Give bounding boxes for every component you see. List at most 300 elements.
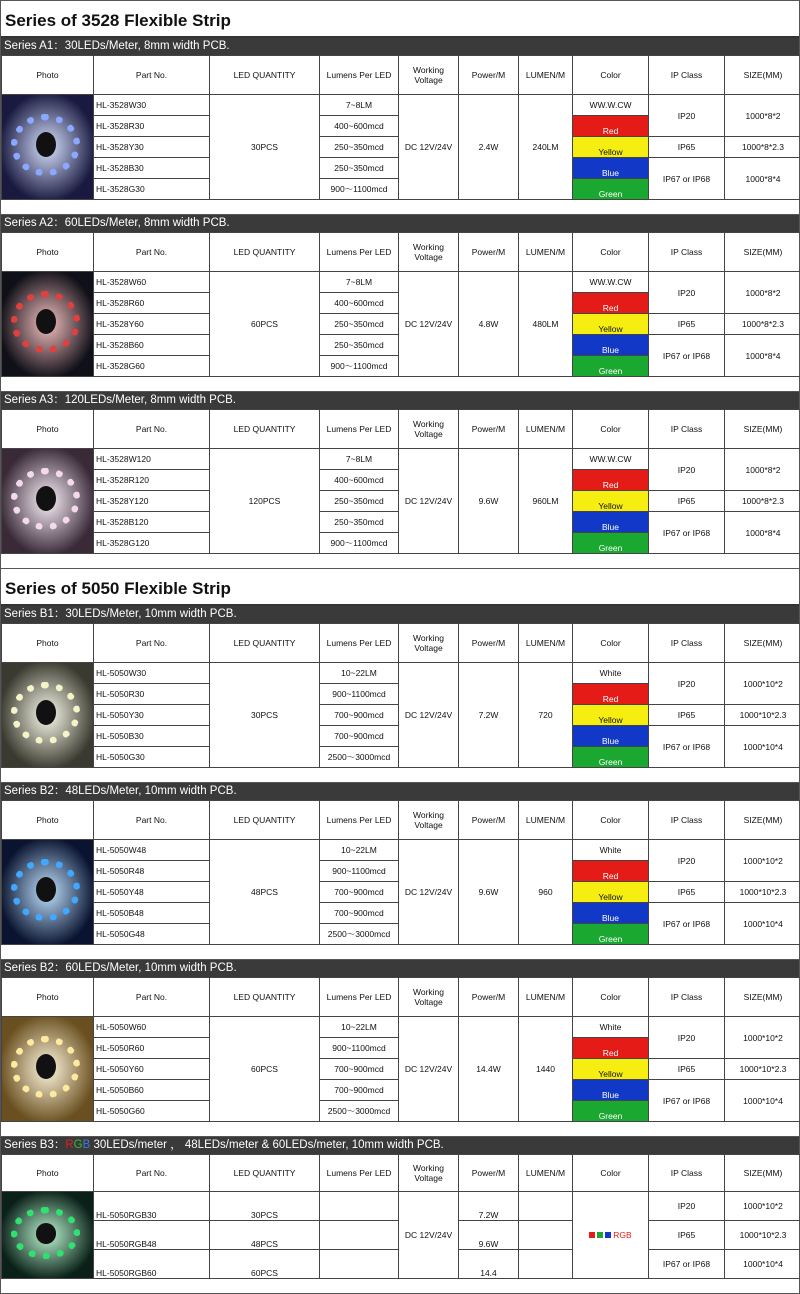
lumens-per-led: 900~1100mcd [320, 1038, 399, 1059]
color-swatch-yellow: Yellow [573, 705, 649, 726]
lumens-per-led: 700~900mcd [320, 1059, 399, 1080]
table-row [2, 840, 800, 861]
column-header: LED QUANTITY [210, 801, 320, 840]
lumens-per-led: 900~1100mcd [320, 861, 399, 882]
lumens-per-led: 400~600mcd [320, 293, 399, 314]
series-label: Series A2：60LEDs/Meter, 8mm width PCB. [1, 215, 799, 232]
color-swatch-blue: Blue [573, 726, 649, 747]
column-header: Part No. [94, 410, 210, 449]
size-mm: 1000*10*2.3 [725, 882, 800, 903]
column-header: Part No. [94, 978, 210, 1017]
part-number: HL-3528W30 [94, 95, 210, 116]
column-header: Working Voltage [399, 1155, 459, 1192]
color-swatch-yellow: Yellow [573, 137, 649, 158]
column-header: Color [573, 624, 649, 663]
size-mm: 1000*10*2 [725, 840, 800, 882]
size-mm: 1000*10*2 [725, 663, 800, 705]
column-header: Part No. [94, 56, 210, 95]
part-number: HL-5050W30 [94, 663, 210, 684]
size-mm: 1000*10*2 [725, 1017, 800, 1059]
ip-class: IP20 [649, 449, 725, 491]
column-header: Working Voltage [399, 801, 459, 840]
size-mm: 1000*10*4 [725, 1250, 800, 1279]
part-number: HL-5050B30 [94, 726, 210, 747]
part-number: HL-5050RGB48 [94, 1221, 210, 1250]
column-header: Working Voltage [399, 410, 459, 449]
spec-table [1, 977, 800, 1122]
lumens-per-led: 10~22LM [320, 840, 399, 861]
column-header: Photo [2, 410, 94, 449]
column-header: Lumens Per LED [320, 801, 399, 840]
part-number: HL-5050Y60 [94, 1059, 210, 1080]
reel-hub [36, 486, 56, 511]
column-header: Color [573, 1155, 649, 1192]
section-spacer [1, 945, 799, 960]
column-header: Power/M [459, 410, 519, 449]
ip-class: IP67 or IP68 [649, 1250, 725, 1279]
series-label-text: 30LEDs/meter ， 48LEDs/meter & 60LEDs/meter, 10mm width PCB. [90, 1139, 443, 1151]
lumen-per-meter [519, 1192, 573, 1221]
column-header: Lumens Per LED [320, 56, 399, 95]
column-header: LED QUANTITY [210, 56, 320, 95]
lumen-per-meter: 480LM [519, 272, 573, 377]
photo-cell [2, 840, 94, 945]
color-swatch-red: Red [573, 470, 649, 491]
led-quantity: 60PCS [210, 1250, 320, 1279]
part-number: HL-5050Y30 [94, 705, 210, 726]
column-header: Working Voltage [399, 624, 459, 663]
lumens-per-led: 250~350mcd [320, 137, 399, 158]
power-per-meter: 9.6W [459, 1221, 519, 1250]
part-number: HL-3528G120 [94, 533, 210, 554]
column-header: IP Class [649, 978, 725, 1017]
column-header: LUMEN/M [519, 410, 573, 449]
size-mm: 1000*8*2 [725, 272, 800, 314]
ip-class: IP65 [649, 491, 725, 512]
led-quantity: 48PCS [210, 1221, 320, 1250]
part-number: HL-5050R60 [94, 1038, 210, 1059]
color-swatch-red: Red [573, 1038, 649, 1059]
size-mm: 1000*8*2.3 [725, 491, 800, 512]
series-label: Series A3：120LEDs/Meter, 8mm width PCB. [1, 392, 799, 409]
lumens-per-led [320, 1221, 399, 1250]
column-header: IP Class [649, 410, 725, 449]
size-mm: 1000*8*2 [725, 449, 800, 491]
part-number: HL-3528W120 [94, 449, 210, 470]
led-quantity: 120PCS [210, 449, 320, 554]
series-label [1, 1137, 799, 1154]
column-header: SIZE(MM) [725, 56, 800, 95]
part-number: HL-5050B48 [94, 903, 210, 924]
column-header: LED QUANTITY [210, 1155, 320, 1192]
column-header: Part No. [94, 233, 210, 272]
section-spacer [1, 768, 799, 783]
section-spacer [1, 1122, 799, 1137]
lumens-per-led: 2500～3000mcd [320, 1101, 399, 1122]
column-header: Photo [2, 1155, 94, 1192]
size-mm: 1000*10*2.3 [725, 1059, 800, 1080]
color-swatch-blue: Blue [573, 335, 649, 356]
power-per-meter: 9.6W [459, 449, 519, 554]
lumens-per-led [320, 1192, 399, 1221]
spec-table [1, 623, 800, 768]
column-header: SIZE(MM) [725, 1155, 800, 1192]
ip-class: IP20 [649, 1017, 725, 1059]
product-photo [2, 1017, 93, 1121]
column-header: Power/M [459, 56, 519, 95]
lumens-per-led: 700~900mcd [320, 705, 399, 726]
part-number: HL-5050RGB30 [94, 1192, 210, 1221]
lumens-per-led: 250~350mcd [320, 512, 399, 533]
series-label: Series A1：30LEDs/Meter, 8mm width PCB. [1, 38, 799, 55]
part-number: HL-5050W48 [94, 840, 210, 861]
size-mm: 1000*10*4 [725, 903, 800, 945]
color-swatch-blue: Blue [573, 903, 649, 924]
product-photo [2, 1192, 93, 1278]
led-quantity: 48PCS [210, 840, 320, 945]
power-per-meter: 14.4 [459, 1250, 519, 1279]
rgb-letter-g: G [74, 1139, 83, 1151]
column-header: Color [573, 410, 649, 449]
part-number: HL-3528W60 [94, 272, 210, 293]
product-photo [2, 449, 93, 553]
spec-table [1, 55, 800, 200]
column-header: Working Voltage [399, 978, 459, 1017]
photo-cell [2, 1017, 94, 1122]
color-swatch-blue: Blue [573, 1080, 649, 1101]
color-swatch-cw: White [573, 1017, 649, 1038]
lumens-per-led: 400~600mcd [320, 470, 399, 491]
lumens-per-led: 900～1100mcd [320, 356, 399, 377]
lumens-per-led: 2500～3000mcd [320, 747, 399, 768]
color-swatch-cw: WW.W.CW [573, 272, 649, 293]
column-header: Lumens Per LED [320, 410, 399, 449]
part-number: HL-5050Y48 [94, 882, 210, 903]
lumen-per-meter [519, 1250, 573, 1279]
table-row [2, 272, 800, 293]
header-row [2, 1155, 800, 1192]
power-per-meter: 9.6W [459, 840, 519, 945]
working-voltage: DC 12V/24V [399, 449, 459, 554]
part-number: HL-5050R30 [94, 684, 210, 705]
lumens-per-led: 250~350mcd [320, 158, 399, 179]
part-number: HL-5050G60 [94, 1101, 210, 1122]
part-number: HL-5050W60 [94, 1017, 210, 1038]
column-header: Lumens Per LED [320, 978, 399, 1017]
ip-class: IP67 or IP68 [649, 726, 725, 768]
ip-class: IP20 [649, 663, 725, 705]
column-header: Power/M [459, 624, 519, 663]
series-title: Series of 3528 Flexible Strip [1, 1, 799, 38]
lumens-per-led: 7~8LM [320, 449, 399, 470]
section-spacer [1, 554, 799, 569]
product-photo [2, 840, 93, 944]
color-swatch-red: Red [573, 861, 649, 882]
color-cell [573, 1192, 649, 1279]
reel-hub [36, 309, 56, 334]
color-swatch-green: Green [573, 747, 649, 768]
section-spacer [1, 1279, 799, 1294]
lumen-per-meter: 960LM [519, 449, 573, 554]
color-swatch-red: Red [573, 684, 649, 705]
lumen-per-meter: 1440 [519, 1017, 573, 1122]
working-voltage: DC 12V/24V [399, 663, 459, 768]
column-header: SIZE(MM) [725, 233, 800, 272]
section-spacer [1, 200, 799, 215]
column-header: Color [573, 56, 649, 95]
table-row [2, 663, 800, 684]
column-header: IP Class [649, 1155, 725, 1192]
column-header: LED QUANTITY [210, 978, 320, 1017]
power-per-meter: 4.8W [459, 272, 519, 377]
photo-cell [2, 272, 94, 377]
column-header: LED QUANTITY [210, 410, 320, 449]
ip-class: IP20 [649, 95, 725, 137]
lumens-per-led: 250~350mcd [320, 491, 399, 512]
column-header: Photo [2, 56, 94, 95]
series-label-prefix: Series B3： [4, 1139, 65, 1151]
reel-hub [36, 132, 56, 157]
ip-class: IP67 or IP68 [649, 335, 725, 377]
header-row [2, 233, 800, 272]
part-number: HL-5050B60 [94, 1080, 210, 1101]
lumens-per-led: 10~22LM [320, 1017, 399, 1038]
power-per-meter: 7.2W [459, 663, 519, 768]
series-label: Series B2：48LEDs/Meter, 10mm width PCB. [1, 783, 799, 800]
lumens-per-led: 700~900mcd [320, 882, 399, 903]
product-photo [2, 272, 93, 376]
lumens-per-led: 7~8LM [320, 95, 399, 116]
column-header: Part No. [94, 1155, 210, 1192]
column-header: LUMEN/M [519, 801, 573, 840]
part-number: HL-3528Y60 [94, 314, 210, 335]
photo-cell [2, 449, 94, 554]
led-quantity: 30PCS [210, 1192, 320, 1221]
lumens-per-led: 900～1100mcd [320, 179, 399, 200]
ip-class: IP20 [649, 272, 725, 314]
size-mm: 1000*8*2.3 [725, 314, 800, 335]
product-photo [2, 663, 93, 767]
color-swatch-blue: Blue [573, 512, 649, 533]
working-voltage: DC 12V/24V [399, 95, 459, 200]
column-header: LUMEN/M [519, 978, 573, 1017]
part-number: HL-3528R30 [94, 116, 210, 137]
color-swatch-cw: White [573, 663, 649, 684]
column-header: SIZE(MM) [725, 410, 800, 449]
rgb-letter-b: B [83, 1139, 91, 1151]
table-row [2, 1017, 800, 1038]
series-label: Series B1：30LEDs/Meter, 10mm width PCB. [1, 606, 799, 623]
lumens-per-led: 10~22LM [320, 663, 399, 684]
column-header: Working Voltage [399, 56, 459, 95]
color-swatch-yellow: Yellow [573, 1059, 649, 1080]
lumens-per-led: 2500～3000mcd [320, 924, 399, 945]
rgb-letter-r: R [65, 1139, 73, 1151]
lumens-per-led: 700~900mcd [320, 903, 399, 924]
size-mm: 1000*10*2.3 [725, 1221, 800, 1250]
table-row [2, 1192, 800, 1221]
color-swatch-cw: WW.W.CW [573, 449, 649, 470]
size-mm: 1000*8*2.3 [725, 137, 800, 158]
ip-class: IP67 or IP68 [649, 158, 725, 200]
ip-class: IP20 [649, 840, 725, 882]
part-number: HL-3528Y120 [94, 491, 210, 512]
part-number: HL-3528G60 [94, 356, 210, 377]
working-voltage: DC 12V/24V [399, 272, 459, 377]
column-header: Power/M [459, 1155, 519, 1192]
color-swatch-yellow: Yellow [573, 882, 649, 903]
header-row [2, 978, 800, 1017]
column-header: Lumens Per LED [320, 233, 399, 272]
lumens-per-led: 700~900mcd [320, 1080, 399, 1101]
size-mm: 1000*10*4 [725, 726, 800, 768]
power-per-meter: 2.4W [459, 95, 519, 200]
lumens-per-led: 900~1100mcd [320, 684, 399, 705]
power-per-meter: 7.2W [459, 1192, 519, 1221]
color-swatch-red: Red [573, 116, 649, 137]
lumen-per-meter: 240LM [519, 95, 573, 200]
lumens-per-led: 700~900mcd [320, 726, 399, 747]
column-header: IP Class [649, 233, 725, 272]
column-header: Color [573, 978, 649, 1017]
column-header: Power/M [459, 801, 519, 840]
led-quantity: 60PCS [210, 1017, 320, 1122]
column-header: SIZE(MM) [725, 801, 800, 840]
working-voltage: DC 12V/24V [399, 1192, 459, 1279]
size-mm: 1000*8*2 [725, 95, 800, 137]
column-header: Photo [2, 233, 94, 272]
color-swatch-blue: Blue [573, 158, 649, 179]
part-number: HL-3528B30 [94, 158, 210, 179]
series-title: Series of 5050 Flexible Strip [1, 569, 799, 606]
lumen-per-meter: 960 [519, 840, 573, 945]
color-swatch-yellow: Yellow [573, 491, 649, 512]
reel-hub [36, 700, 56, 725]
reel-hub [36, 1054, 56, 1079]
ip-class: IP65 [649, 1059, 725, 1080]
photo-cell [2, 1192, 94, 1279]
part-number: HL-3528G30 [94, 179, 210, 200]
power-per-meter: 14.4W [459, 1017, 519, 1122]
size-mm: 1000*10*2 [725, 1192, 800, 1221]
column-header: Color [573, 233, 649, 272]
part-number: HL-3528R120 [94, 470, 210, 491]
part-number: HL-3528Y30 [94, 137, 210, 158]
ip-class: IP67 or IP68 [649, 512, 725, 554]
column-header: Color [573, 801, 649, 840]
color-swatch-green: Green [573, 924, 649, 945]
ip-class: IP65 [649, 1221, 725, 1250]
part-number: HL-3528B60 [94, 335, 210, 356]
column-header: Power/M [459, 233, 519, 272]
column-header: Part No. [94, 801, 210, 840]
lumens-per-led [320, 1250, 399, 1279]
lumen-per-meter [519, 1221, 573, 1250]
column-header: LUMEN/M [519, 56, 573, 95]
column-header: LED QUANTITY [210, 624, 320, 663]
part-number: HL-3528R60 [94, 293, 210, 314]
ip-class: IP67 or IP68 [649, 1080, 725, 1122]
column-header: LUMEN/M [519, 1155, 573, 1192]
reel-hub [36, 1223, 56, 1244]
part-number: HL-3528B120 [94, 512, 210, 533]
color-swatch-cw: White [573, 840, 649, 861]
spec-table [1, 800, 800, 945]
lumens-per-led: 250~350mcd [320, 314, 399, 335]
ip-class: IP65 [649, 314, 725, 335]
led-quantity: 30PCS [210, 663, 320, 768]
size-mm: 1000*10*2.3 [725, 705, 800, 726]
spec-table [1, 232, 800, 377]
part-number: HL-5050R48 [94, 861, 210, 882]
part-number: HL-5050G48 [94, 924, 210, 945]
spec-table [1, 1154, 800, 1279]
ip-class: IP65 [649, 705, 725, 726]
column-header: Photo [2, 978, 94, 1017]
column-header: LUMEN/M [519, 624, 573, 663]
ip-class: IP67 or IP68 [649, 903, 725, 945]
ip-class: IP65 [649, 882, 725, 903]
color-swatch-red: Red [573, 293, 649, 314]
column-header: Working Voltage [399, 233, 459, 272]
color-swatch-green: Green [573, 179, 649, 200]
color-swatch-green: Green [573, 356, 649, 377]
size-mm: 1000*8*4 [725, 512, 800, 554]
column-header: Lumens Per LED [320, 1155, 399, 1192]
photo-cell [2, 663, 94, 768]
color-swatch-green: Green [573, 1101, 649, 1122]
part-number: HL-5050G30 [94, 747, 210, 768]
size-mm: 1000*8*4 [725, 335, 800, 377]
lumen-per-meter: 720 [519, 663, 573, 768]
ip-class: IP65 [649, 137, 725, 158]
section-spacer [1, 377, 799, 392]
part-number: HL-5050RGB60 [94, 1250, 210, 1279]
column-header: LUMEN/M [519, 233, 573, 272]
lumens-per-led: 900～1100mcd [320, 533, 399, 554]
header-row [2, 56, 800, 95]
color-swatch-cw: WW.W.CW [573, 95, 649, 116]
column-header: Lumens Per LED [320, 624, 399, 663]
working-voltage: DC 12V/24V [399, 1017, 459, 1122]
led-quantity: 30PCS [210, 95, 320, 200]
column-header: Photo [2, 801, 94, 840]
color-swatch-green: Green [573, 533, 649, 554]
size-mm: 1000*8*4 [725, 158, 800, 200]
photo-cell [2, 95, 94, 200]
table-row [2, 95, 800, 116]
spec-table [1, 409, 800, 554]
product-photo [2, 95, 93, 199]
color-label: RGB [613, 1230, 631, 1240]
lumens-per-led: 400~600mcd [320, 116, 399, 137]
column-header: LED QUANTITY [210, 233, 320, 272]
lumens-per-led: 7~8LM [320, 272, 399, 293]
series-label: Series B2：60LEDs/Meter, 10mm width PCB. [1, 960, 799, 977]
column-header: Photo [2, 624, 94, 663]
table-row [2, 449, 800, 470]
size-mm: 1000*10*4 [725, 1080, 800, 1122]
led-quantity: 60PCS [210, 272, 320, 377]
column-header: SIZE(MM) [725, 624, 800, 663]
color-swatch-yellow: Yellow [573, 314, 649, 335]
working-voltage: DC 12V/24V [399, 840, 459, 945]
header-row [2, 624, 800, 663]
column-header: IP Class [649, 624, 725, 663]
header-row [2, 410, 800, 449]
column-header: IP Class [649, 56, 725, 95]
header-row [2, 801, 800, 840]
